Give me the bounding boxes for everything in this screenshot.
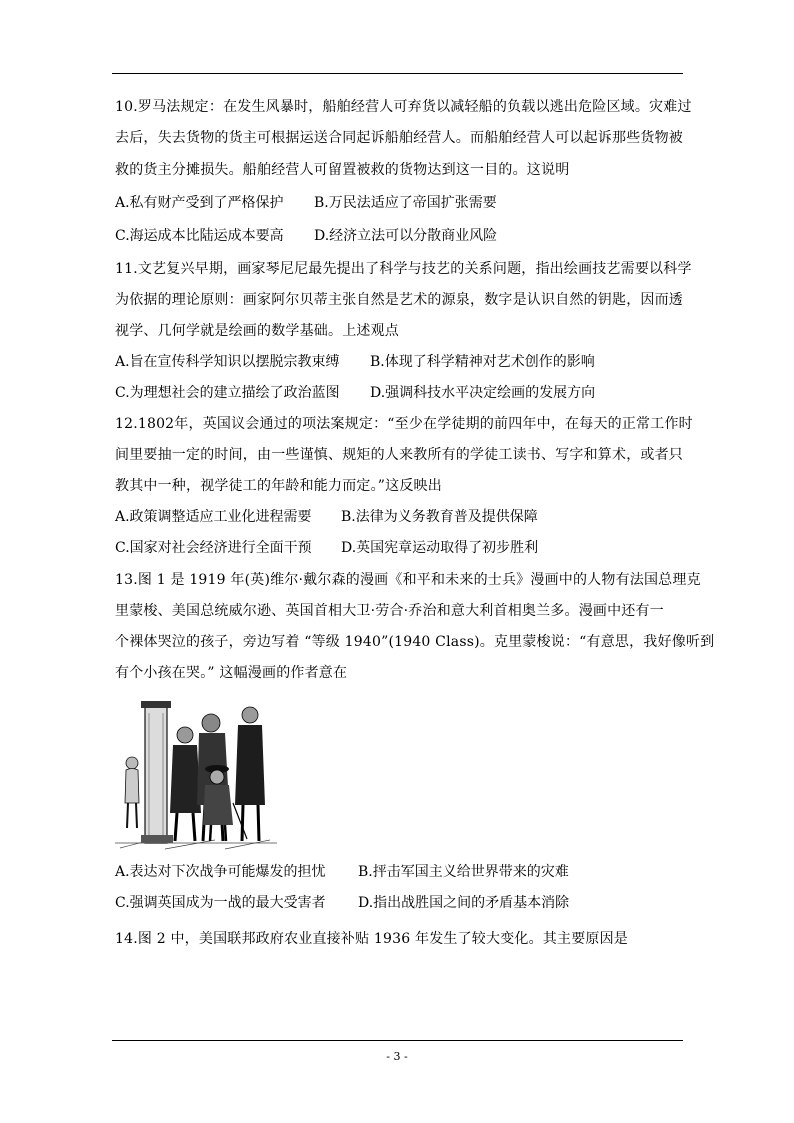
q11-option-b: B.体现了科学精神对艺术创作的影响 — [370, 354, 595, 370]
header-rule — [112, 73, 683, 74]
q11-option-d: D.强调科技水平决定绘画的发展方向 — [370, 385, 596, 401]
footer-rule — [112, 1040, 683, 1041]
q12-line-3: 教其中一种，视学徒工的年龄和能力而定。”这反映出 — [115, 478, 442, 494]
q12-option-c: C.国家对社会经济进行全面干预 — [115, 540, 312, 556]
q13-option-b: B.抨击军国主义给世界带来的灾难 — [358, 864, 569, 880]
q13-option-d: D.指出战胜国之间的矛盾基本消除 — [358, 895, 570, 911]
q13-line-3: 个裸体哭泣的孩子，旁边写着 “等级 1940”(1940 Class)。克里蒙梭说：“有意思，我好像听到 — [115, 634, 715, 650]
q11-option-c: C.为理想社会的建立描绘了政治蓝图 — [115, 385, 340, 401]
q11-line-3: 视学、几何学就是绘画的数学基础。上述观点 — [115, 323, 399, 339]
q12-option-b: B.法律为义务教育普及提供保障 — [341, 509, 538, 525]
q10-line-3: 救的货主分摊损失。船舶经营人可留置被救的货物达到这一目的。这说明 — [115, 162, 570, 178]
q12-line-1: 12.1802年，英国议会通过的项法案规定：“至少在学徒期的前四年中，在每天的正常工作时 — [115, 416, 693, 432]
q13-option-a: A.表达对下次战争可能爆发的担忧 — [115, 864, 326, 880]
q10-option-b: B.万民法适应了帝国扩张需要 — [314, 195, 497, 211]
q12-line-2: 间里要抽一定的时间，由一些谨慎、规矩的人来教所有的学徒工读书、写字和算术，或者只 — [115, 447, 683, 463]
q10-line-1: 10.罗马法规定：在发生风暴时，船舶经营人可弃货以减轻船的负载以逃出危险区域。灾难过 — [115, 99, 692, 115]
q12-option-a: A.政策调整适应工业化进程需要 — [115, 509, 312, 525]
q12-option-d: D.英国宪章运动取得了初步胜利 — [341, 540, 539, 556]
q11-option-a: A.旨在宣传科学知识以摆脱宗教束缚 — [115, 354, 340, 370]
page-number: - 3 - — [386, 1050, 408, 1063]
cartoon-illustration — [115, 693, 277, 850]
q10-option-c: C.海运成本比陆运成本要高 — [115, 228, 284, 244]
q13-line-2: 里蒙梭、美国总统威尔逊、英国首相大卫·劳合·乔治和意大利首相奥兰多。漫画中还有一 — [115, 603, 664, 619]
q13-line-4: 有个小孩在哭。” 这幅漫画的作者意在 — [115, 665, 348, 681]
q10-option-a: A.私有财产受到了严格保护 — [115, 195, 284, 211]
q11-line-2: 为依据的理论原则：画家阿尔贝蒂主张自然是艺术的源泉，数字是认识自然的钥匙，因而透 — [115, 292, 683, 308]
q10-line-2: 去后，失去货物的货主可根据运送合同起诉船舶经营人。而船舶经营人可以起诉那些货物被 — [115, 130, 683, 146]
q13-option-c: C.强调英国成为一战的最大受害者 — [115, 895, 326, 911]
q11-line-1: 11.文艺复兴早期，画家琴尼尼最先提出了科学与技艺的关系问题，指出绘画技艺需要以科学 — [115, 261, 692, 277]
q13-line-1: 13.图 1 是 1919 年(英)维尔·戴尔森的漫画《和平和未来的士兵》漫画中的人物有法国总理克 — [115, 572, 701, 588]
q14-line-1: 14.图 2 中，美国联邦政府农业直接补贴 1936 年发生了较大变化。其主要原因是 — [115, 931, 628, 947]
q10-option-d: D.经济立法可以分散商业风险 — [314, 228, 498, 244]
